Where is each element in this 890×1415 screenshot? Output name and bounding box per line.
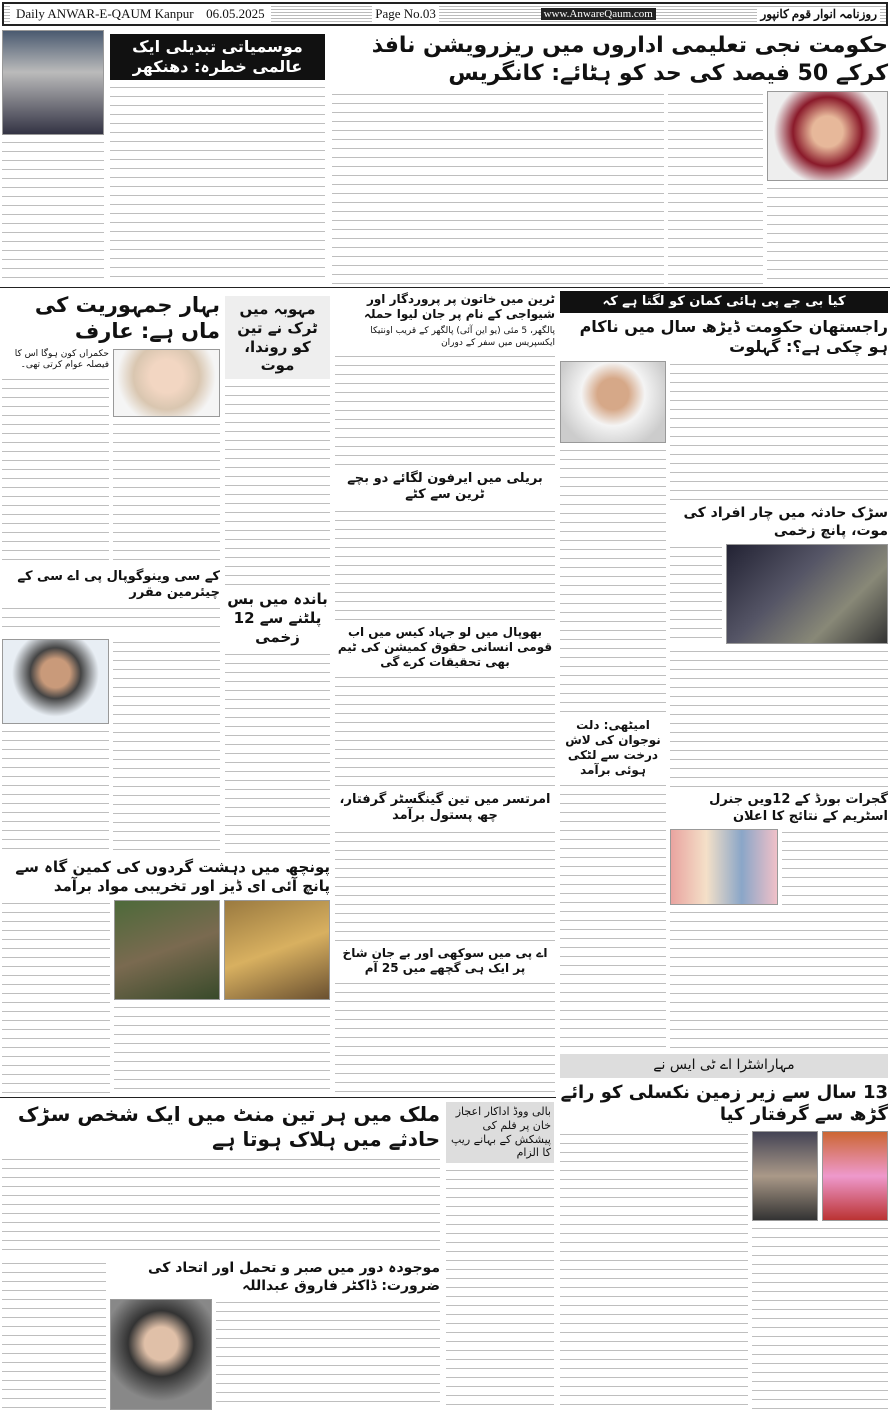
column-ajaz <box>446 1102 554 1410</box>
bihar-snippet: حکمراں کون ہوگا اس کا فیصلہ عوام کرتی تھی۔ <box>14 348 109 371</box>
article-body <box>752 1225 888 1411</box>
article-body <box>2 605 220 635</box>
issue-date: 06.05.2025 <box>203 6 268 21</box>
article-body <box>446 1167 554 1410</box>
article-body <box>670 544 722 644</box>
logo: روزنامہ انوار قوم کانپور <box>757 7 880 22</box>
column-climate <box>110 34 325 284</box>
kicker-ats: مہاراشٹرا اے ٹی ایس نے <box>560 1054 888 1078</box>
naxal-photos <box>752 1131 888 1221</box>
article-body <box>670 909 888 1049</box>
article-body <box>335 980 555 1094</box>
farooq-row <box>110 1299 440 1410</box>
headline-bihar: بہار جمہوریت کی ماں ہے: عارف <box>34 293 220 344</box>
article-body <box>2 1156 440 1256</box>
headline-mahoba: مہوبہ میں ٹرک نے تین کو روندا، موت <box>225 296 330 379</box>
article-body <box>2 139 104 284</box>
article-body <box>114 1004 330 1095</box>
venugopal-photo-col <box>2 639 109 854</box>
divider <box>0 1097 556 1098</box>
headline-bhopal: بھوپال میں لو جہاد کیس میں اب قومی انسانی حقوق کمیشن کی ٹیم بھی تحقیقات کرے گی <box>337 625 553 670</box>
article-body <box>225 383 330 586</box>
naxal-text-col <box>560 1131 748 1411</box>
naxal-photo-col <box>752 1131 888 1411</box>
accident-row <box>670 544 888 644</box>
poonch-article <box>2 900 330 1095</box>
article-body <box>560 447 666 714</box>
article-body <box>2 728 109 854</box>
venugopal-photo <box>2 639 109 724</box>
poonch-photo-2 <box>224 900 330 1000</box>
accident-photo <box>726 544 888 644</box>
headline-naxal: 13 سال سے زیر زمین نکسلی کو رائے گڑھ سے گرفتار کیا <box>560 1081 888 1125</box>
headline-road-accident: سڑک حادثہ میں چار افراد کی موت، پانچ زخمی <box>683 505 888 539</box>
poonch-photo-1 <box>114 900 220 1000</box>
congress-col-right <box>767 91 888 284</box>
farooq-area <box>2 1260 440 1410</box>
column-right <box>560 291 888 1049</box>
column-congress <box>332 32 888 284</box>
paper-title: Daily ANWAR-E-QAUM Kanpur <box>13 6 197 21</box>
headline-climate: موسمیاتی تبدیلی ایک عالمی خطرہ: دھنکھر <box>110 34 325 80</box>
congress-article <box>332 91 888 284</box>
article-body <box>332 91 664 284</box>
website-link[interactable]: www.AnwareQaum.com <box>541 8 656 20</box>
article-body <box>335 508 555 622</box>
masthead <box>2 2 888 26</box>
poonch-photo-col <box>114 900 330 1095</box>
headline-mango: اے پی میں سوکھی اور بے جان شاخ پر ایک ہی گچھے میں 25 آم <box>342 946 548 976</box>
naxal-photo-2 <box>752 1131 818 1221</box>
farooq-text-col <box>216 1299 440 1410</box>
article-body <box>767 185 888 284</box>
venugopal-text-col <box>113 639 220 854</box>
arif-photo <box>113 349 220 417</box>
poonch-text-col <box>2 900 110 1095</box>
headline-amethi: امیٹھی: دلت نوجوان کی لاش درخت سے لٹکی ہوئی برآمد <box>565 718 661 778</box>
gujarat-row <box>670 829 888 905</box>
article-body <box>560 782 666 1049</box>
article-body <box>668 91 764 284</box>
bihar-article <box>2 349 220 565</box>
bottom-text-col <box>2 1260 106 1410</box>
column-poonch <box>2 858 330 1094</box>
accident-text-col <box>670 544 722 644</box>
article-body <box>335 353 555 467</box>
gujarat-text-col <box>782 829 888 905</box>
article-body <box>2 900 110 1095</box>
venugopal-article <box>2 639 220 854</box>
headline-three-minutes: ملک میں ہر تین منٹ میں ایک شخص سڑک حادثے میں ہلاک ہوتا ہے <box>17 1102 440 1151</box>
column-left <box>2 292 220 854</box>
article-body <box>113 421 220 565</box>
article-body <box>670 648 888 788</box>
column-bottom-left <box>2 1102 440 1410</box>
right-wide-col <box>670 361 888 1049</box>
headline-congress: حکومت نجی تعلیمی اداروں میں ریزرویشن نافذ کرکے 50 فیصد کی حد کو ہٹائے: کانگریس <box>371 33 888 86</box>
column-middle <box>335 292 555 1094</box>
bihar-text-col <box>2 349 109 565</box>
headline-poonch: پونچھ میں دہشت گردوں کی کمین گاہ سے پانچ آئی ای ڈیز اور تخریبی مواد برآمد <box>15 858 330 895</box>
headline-gujarat: گجرات بورڈ کے 12ویں جنرل اسٹریم کے نتائج کا اعلان <box>709 792 888 824</box>
article-body <box>110 84 325 284</box>
students-photo <box>670 829 778 905</box>
naxal-photo-1 <box>822 1131 888 1221</box>
article-body <box>670 361 888 501</box>
naxal-article <box>560 1131 888 1411</box>
article-body <box>560 1131 748 1411</box>
headline-farooq: موجودہ دور میں صبر و تحمل اور اتحاد کی ضرورت: ڈاکٹر فاروق عبداللہ <box>148 1260 440 1294</box>
article-body <box>782 829 888 905</box>
poonch-photos <box>114 900 330 1000</box>
page-number: Page No.03 <box>372 6 439 22</box>
headline-amritsar: امرتسر میں تین گینگسٹر گرفتار، چھ پستول برآمد <box>339 792 551 824</box>
dhankhar-photo <box>2 30 104 135</box>
article-body <box>335 829 555 943</box>
congress-col-mid <box>668 91 764 284</box>
congress-leader-photo <box>767 91 888 181</box>
divider <box>0 287 890 288</box>
headline-gehlot: راجستھان حکومت ڈیڑھ سال میں ناکام ہو چکی ہے؟: گہلوت <box>579 317 888 357</box>
farooq-photo <box>110 1299 212 1410</box>
article-body <box>225 651 330 854</box>
headline-ajaz: بالی ووڈ اداکار اعجاز خان پر فلم کی پیشکش کے بہانے ریپ کا الزام <box>446 1102 554 1163</box>
headline-venugopal: کے سی وینوگوپال پی اے سی کے چیئرمین مقرر <box>17 568 220 600</box>
column-naxal <box>560 1054 888 1410</box>
article-body <box>216 1299 440 1410</box>
paper-name <box>10 6 271 22</box>
farooq-article <box>110 1260 440 1410</box>
column-dhankhar-photo <box>2 30 104 284</box>
article-body <box>335 674 555 788</box>
kicker-bjp: کیا بی جے پی ہائی کمان کو لگتا ہے کہ <box>560 291 888 313</box>
right-narrow-col <box>560 361 666 1049</box>
train-snippet: پالگھر، 5 مئی (یو این آئی) پالگھر کے قریب اونتیکا ایکسپریس میں سفر کے دوران <box>370 326 555 348</box>
headline-train-attack: ٹرین میں خاتون پر پروردگار اور شیواجی کے نام پر جان لیوا حملہ <box>363 292 555 321</box>
gehlot-photo <box>560 361 666 443</box>
right-area <box>560 361 888 1049</box>
headline-bareilly: بریلی میں ایرفون لگائے دو بچے ٹرین سے کٹے <box>347 471 543 503</box>
congress-col-left <box>332 91 664 284</box>
article-body <box>2 376 109 565</box>
bihar-photo-col <box>113 349 220 565</box>
article-body <box>113 639 220 854</box>
article-body <box>2 1260 106 1410</box>
column-mahoba-banda <box>225 296 330 854</box>
headline-banda: باندہ میں بس پلٹنے سے 12 زخمی <box>227 590 328 646</box>
